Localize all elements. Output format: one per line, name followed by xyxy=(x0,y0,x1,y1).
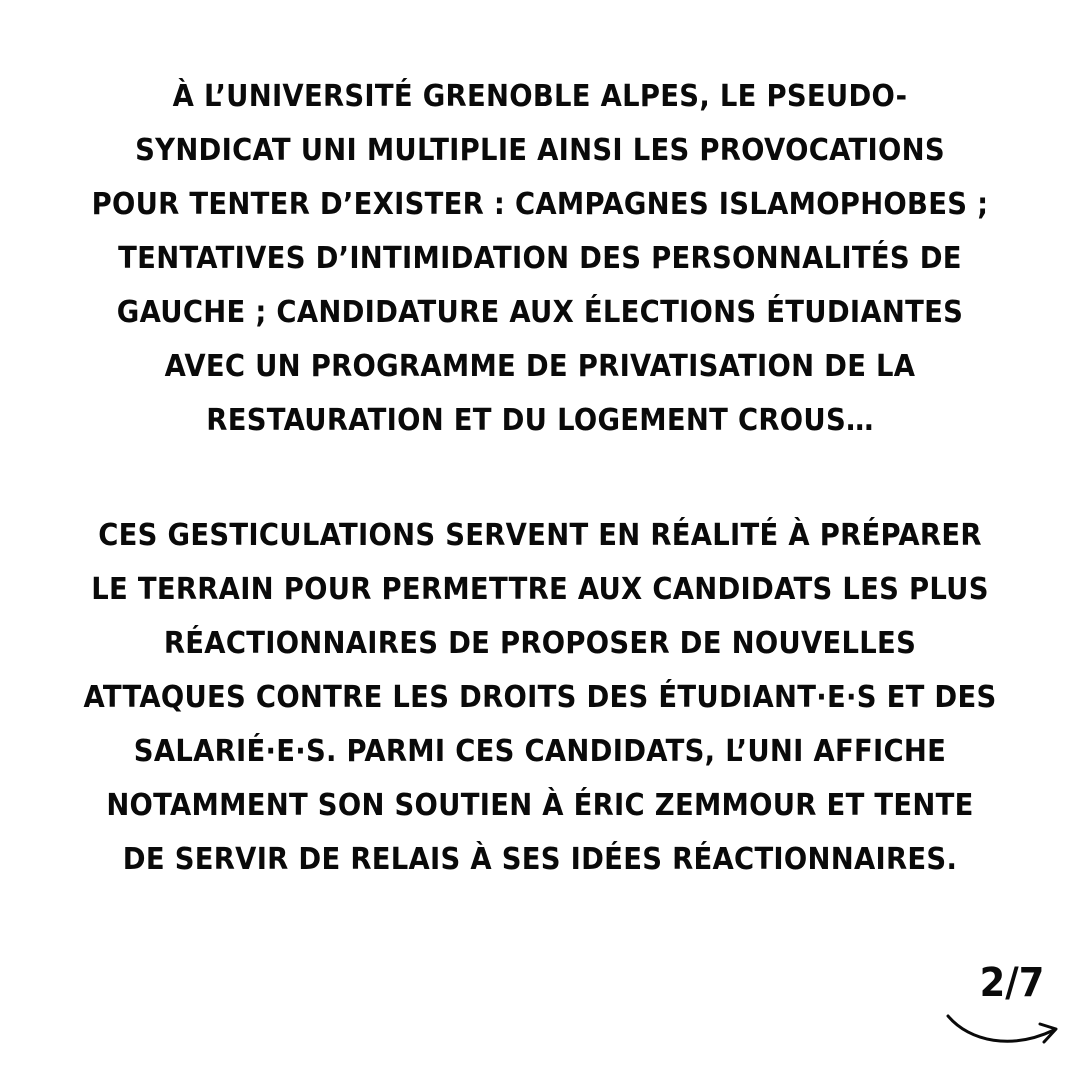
page-indicator[interactable] xyxy=(930,950,1080,1080)
text-line: CES GESTICULATIONS SERVENT EN RÉALITÉ À PRÉPARER xyxy=(98,518,982,553)
text-paragraph-2 xyxy=(0,509,1080,887)
curved-arrow-right-icon xyxy=(930,1000,1080,1080)
text-line: NOTAMMENT SON SOUTIEN À ÉRIC ZEMMOUR ET TENTE xyxy=(106,788,974,823)
text-line: GAUCHE ; CANDIDATURE AUX ÉLECTIONS ÉTUDIANTES xyxy=(116,295,964,330)
text-line: LE TERRAIN POUR PERMETTRE AUX CANDIDATS LES PLUS xyxy=(91,572,989,607)
text-line: POUR TENTER D’EXISTER : CAMPAGNES ISLAMOPHOBES ; xyxy=(91,187,989,222)
page-number: 2/7 xyxy=(979,960,1045,1006)
text-line: SALARIÉ·E·S. PARMI CES CANDIDATS, L’UNI AFFICHE xyxy=(133,734,947,769)
text-paragraph-1 xyxy=(0,70,1080,448)
text-line: À L’UNIVERSITÉ GRENOBLE ALPES, LE PSEUDO- xyxy=(172,79,908,114)
text-line: SYNDICAT UNI MULTIPLIE AINSI LES PROVOCATIONS xyxy=(135,133,945,168)
text-line: TENTATIVES D’INTIMIDATION DES PERSONNALITÉS DE xyxy=(118,241,962,276)
text-line: RÉACTIONNAIRES DE PROPOSER DE NOUVELLES xyxy=(163,626,917,661)
text-line: RESTAURATION ET DU LOGEMENT CROUS… xyxy=(206,403,874,438)
text-line: DE SERVIR DE RELAIS À SES IDÉES RÉACTIONNAIRES. xyxy=(122,842,958,877)
text-line: AVEC UN PROGRAMME DE PRIVATISATION DE LA xyxy=(164,349,916,384)
text-line: ATTAQUES CONTRE LES DROITS DES ÉTUDIANT·E·S ET DES xyxy=(83,680,997,715)
